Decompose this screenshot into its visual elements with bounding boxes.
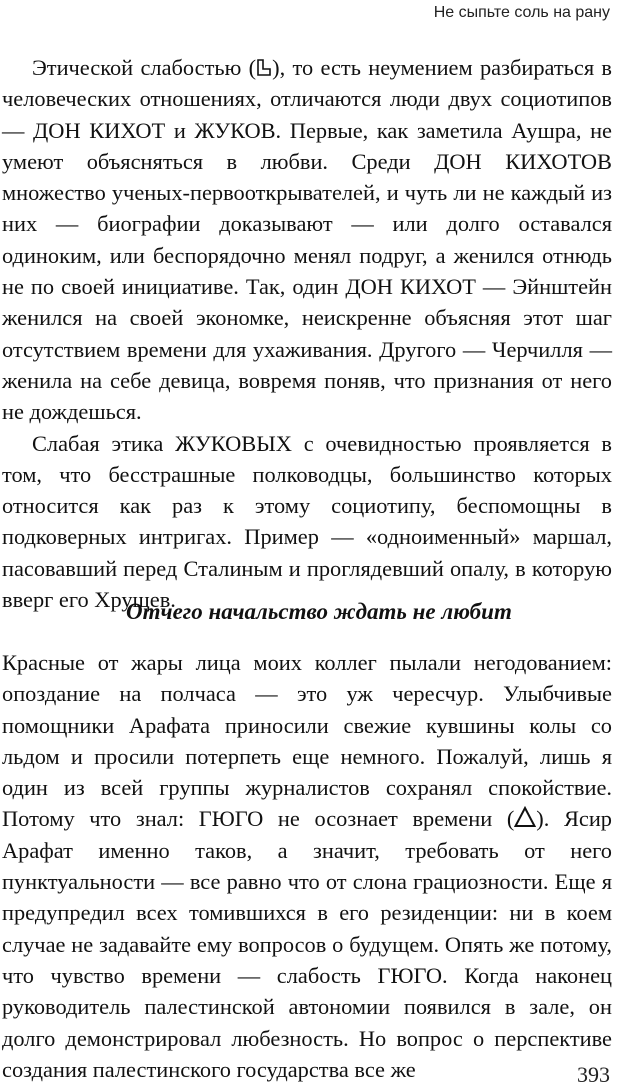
section2-body: [2, 647, 612, 1085]
section-heading: Отчего начальство ждать не любит: [126, 599, 512, 624]
time-intuition-triangle-icon: [514, 806, 536, 828]
paragraph-arafat: [2, 647, 612, 1085]
paragraph-text-part: Этической слабостью (: [32, 55, 257, 80]
paragraph-text-part: ), то есть неумением разбираться в человеческих отношениях, отличаются люди двух социотипов — ДОН КИХОТ и ЖУКОВ. Первые, как заметила Аушра, не умеют объясняться в любви. Среди ДОН КИХОТОВ множество ученых-первооткрывателей, и чуть ли не каждый из них — биографии доказывают — или долго оставался одиноким, или беспорядочно менял подруг, а женился отнюдь не по своей инициативе. Так, один ДОН КИХОТ — Эйнштейн женился на своей экономке, неискренне объясняя этот шаг отсутствием времени для ухаживания. Другого — Черчилля — женила на себе девица, вовремя поняв, что признания от него не дождешься.: [2, 55, 613, 425]
paragraph-text-part: ). Ясир Арафат именно таков, а значит, требовать от него пунктуальности — все равно что от слона грациозности. Еще я предупредил всех томившихся в его резиденции: ни в коем случае не задавайте ему вопросов о будущем. Опять же потому, что чувство времени — слабость ГЮГО. Когда наконец руководитель палестинской автономии появился в зале, он долго демонстрировал любезность. Но вопрос о перспективе создания палестинского государства все же: [2, 806, 612, 1082]
paragraph-text-part: Красные от жары лица моих коллег пылали негодованием: опоздание на полчаса — это уж чересчур. Улыбчивые помощники Арафата приносили свежие кувшины колы со льдом и просили потерпеть еще немного. Пожалуй, лишь я один из всей группы журналистов сохранял спокойствие. Потому что знал: ГЮГО не осознает времени (: [2, 650, 612, 832]
ethics-weakness-symbol-icon: [256, 59, 272, 77]
page-number: 393: [577, 1062, 610, 1087]
running-head: Не сыпьте соль на рану: [433, 4, 610, 21]
paragraph-ethics-weakness: [2, 52, 612, 428]
paragraph-zhukov: Слабая этика ЖУКОВЫХ с очевидностью проявляется в том, что бесстрашные полководцы, большинство которых относится как раз к этому социотипу, беспомощны в подковерных интригах. Пример — «одноименный» маршал, пасовавший перед Сталиным и проглядевший опалу, в которую вверг его Хрущев.: [2, 430, 612, 613]
section1-body: [2, 52, 612, 615]
